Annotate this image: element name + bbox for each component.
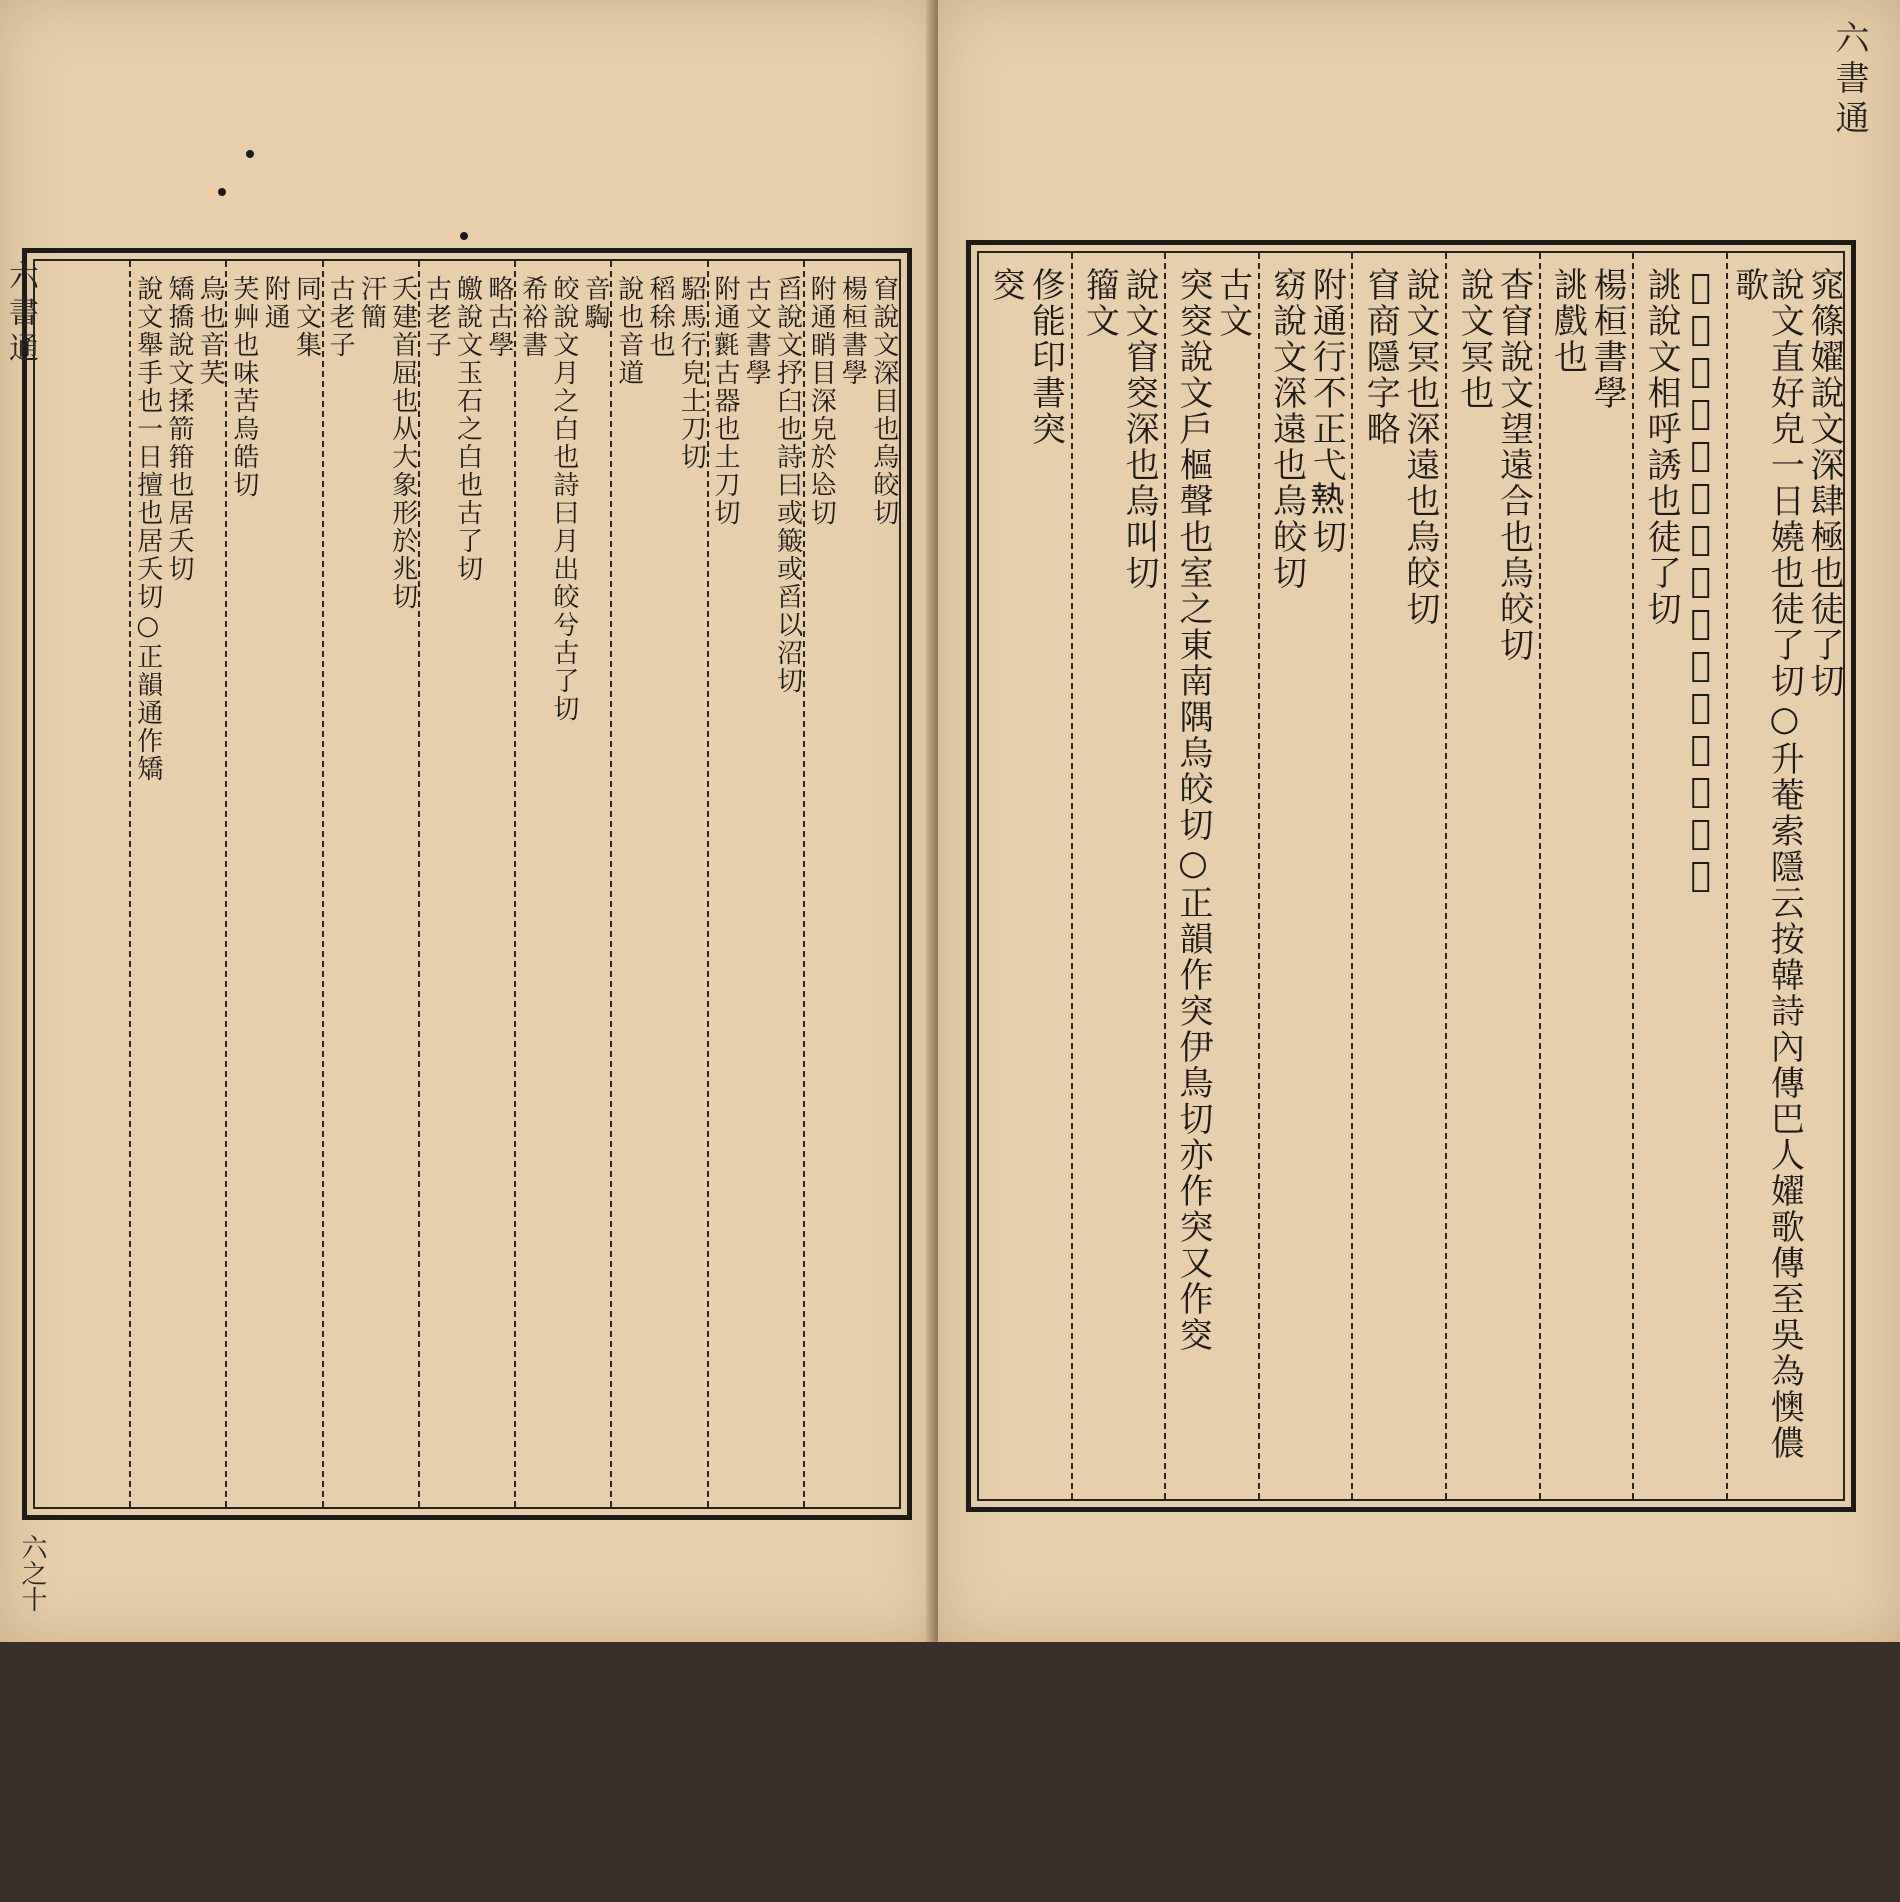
entry-text: 附通𣰶古器也土刀切 (710, 275, 741, 527)
text-column (1258, 253, 1352, 1499)
entry-text: 稻稌也 (645, 275, 676, 359)
text-column (979, 253, 1071, 1499)
text-column (322, 261, 418, 1507)
text-column (514, 261, 610, 1507)
left-columns (35, 261, 899, 1507)
right-margin-title: 六書通 (1829, 20, 1869, 140)
entry-text: 楊桓書學 (1587, 267, 1628, 411)
text-column (35, 261, 129, 1507)
entry-text: 說也音道 (613, 275, 644, 387)
right-page (938, 0, 1900, 1642)
entry-text: 籀文 (1079, 267, 1120, 339)
text-column (225, 261, 321, 1507)
entry-text: 同文集 (291, 275, 322, 359)
text-column (707, 261, 803, 1507)
entry-text: 烏也音芺 (195, 275, 226, 387)
entry-text: 矯撟說文揉箭箝也居夭切 (164, 275, 194, 583)
entry-text: 窈說文深遠也烏皎切 (1266, 267, 1307, 591)
right-columns (979, 253, 1843, 1499)
entry-text: 窕篠嬥說文深肆極也徒了切 (1804, 267, 1844, 699)
entry-text: 附通行不正弋𤍠切 (1306, 267, 1347, 555)
entry-text: 附通 (260, 275, 291, 331)
entry-text: 突窔說文戶樞聲也室之東南隅烏皎切○正韻作突伊鳥切亦作突又作窔 (1173, 267, 1213, 1353)
entry-text: 皎說文月之白也詩曰月出皎兮古了切 (548, 275, 579, 723)
text-column (1726, 253, 1843, 1499)
entry-text: 希裕書 (517, 275, 548, 359)
entry-text: 俢能印書突 (1025, 267, 1066, 447)
entry-text: 古文書學 (741, 275, 772, 387)
entry-text: 說文窅窔深也烏叫切 (1119, 267, 1160, 591)
entry-text: 說文舉手也一日擅也居夭切○正韻通作矯 (132, 275, 163, 783)
entry-text: 舀說文抒臼也詩曰或簸或舀以沼切 (772, 275, 803, 695)
right-text-frame (966, 240, 1856, 1512)
entry-text: 汗簡 (356, 275, 387, 331)
entry-text: 略古學 (483, 275, 514, 359)
folio-number: 六之十 (17, 1534, 47, 1612)
text-column (1632, 253, 1726, 1499)
text-column (1351, 253, 1445, 1499)
text-column (1445, 253, 1539, 1499)
entry-text: 誂說文相呼誘也徒了切 (1641, 267, 1682, 627)
text-column (418, 261, 514, 1507)
left-text-frame (22, 248, 912, 1520)
entry-text: 駋馬行皃土刀切 (676, 275, 707, 471)
entry-text: 說文冥也深遠也烏皎切 (1399, 267, 1440, 627)
entry-text: 附通睄目深皃於㤀切 (806, 275, 837, 527)
entry-text: 窅說文深目也烏皎切 (868, 275, 899, 527)
ink-dot (460, 232, 468, 240)
text-column (1164, 253, 1258, 1499)
text-column (129, 261, 225, 1507)
entry-text: 說文直好皃一日嬈也徒了切○升菴索隱云按韓詩內傳巴人嬥歌傳至吳為懊儂歌 (1728, 267, 1805, 1461)
entry-text: 古文 (1212, 267, 1253, 339)
entry-text: 杳窅說文望遠合也烏皎切 (1493, 267, 1534, 663)
text-column (1539, 253, 1633, 1499)
entry-text: 皦說文玉石之白也古了切 (452, 275, 483, 583)
ink-dot (218, 188, 226, 196)
entry-text: 楊桓書學 (837, 275, 868, 387)
left-page (0, 0, 938, 1642)
entry-text: 古老子 (421, 275, 452, 359)
entry-text: 音騊 (580, 275, 611, 331)
entry-text: 芺艸也味苦烏皓切 (228, 275, 259, 499)
entry-text: 窔 (985, 267, 1026, 303)
entry-text: 夭建首屈也从大象形於兆切 (387, 275, 418, 611)
entry-text: 古老子 (325, 275, 356, 359)
left-margin-title: 六書通 (3, 260, 38, 368)
entry-text: 𥨊說文杳篠也徒弔切正韻又徒了切 (1680, 267, 1721, 897)
text-column (610, 261, 706, 1507)
text-column (803, 261, 899, 1507)
entry-text: 說文冥也 (1453, 267, 1494, 411)
entry-text: 窅商隱字略 (1360, 267, 1401, 447)
ink-dot (246, 150, 254, 158)
text-column (1071, 253, 1165, 1499)
entry-text: 誂戲也 (1547, 267, 1588, 375)
